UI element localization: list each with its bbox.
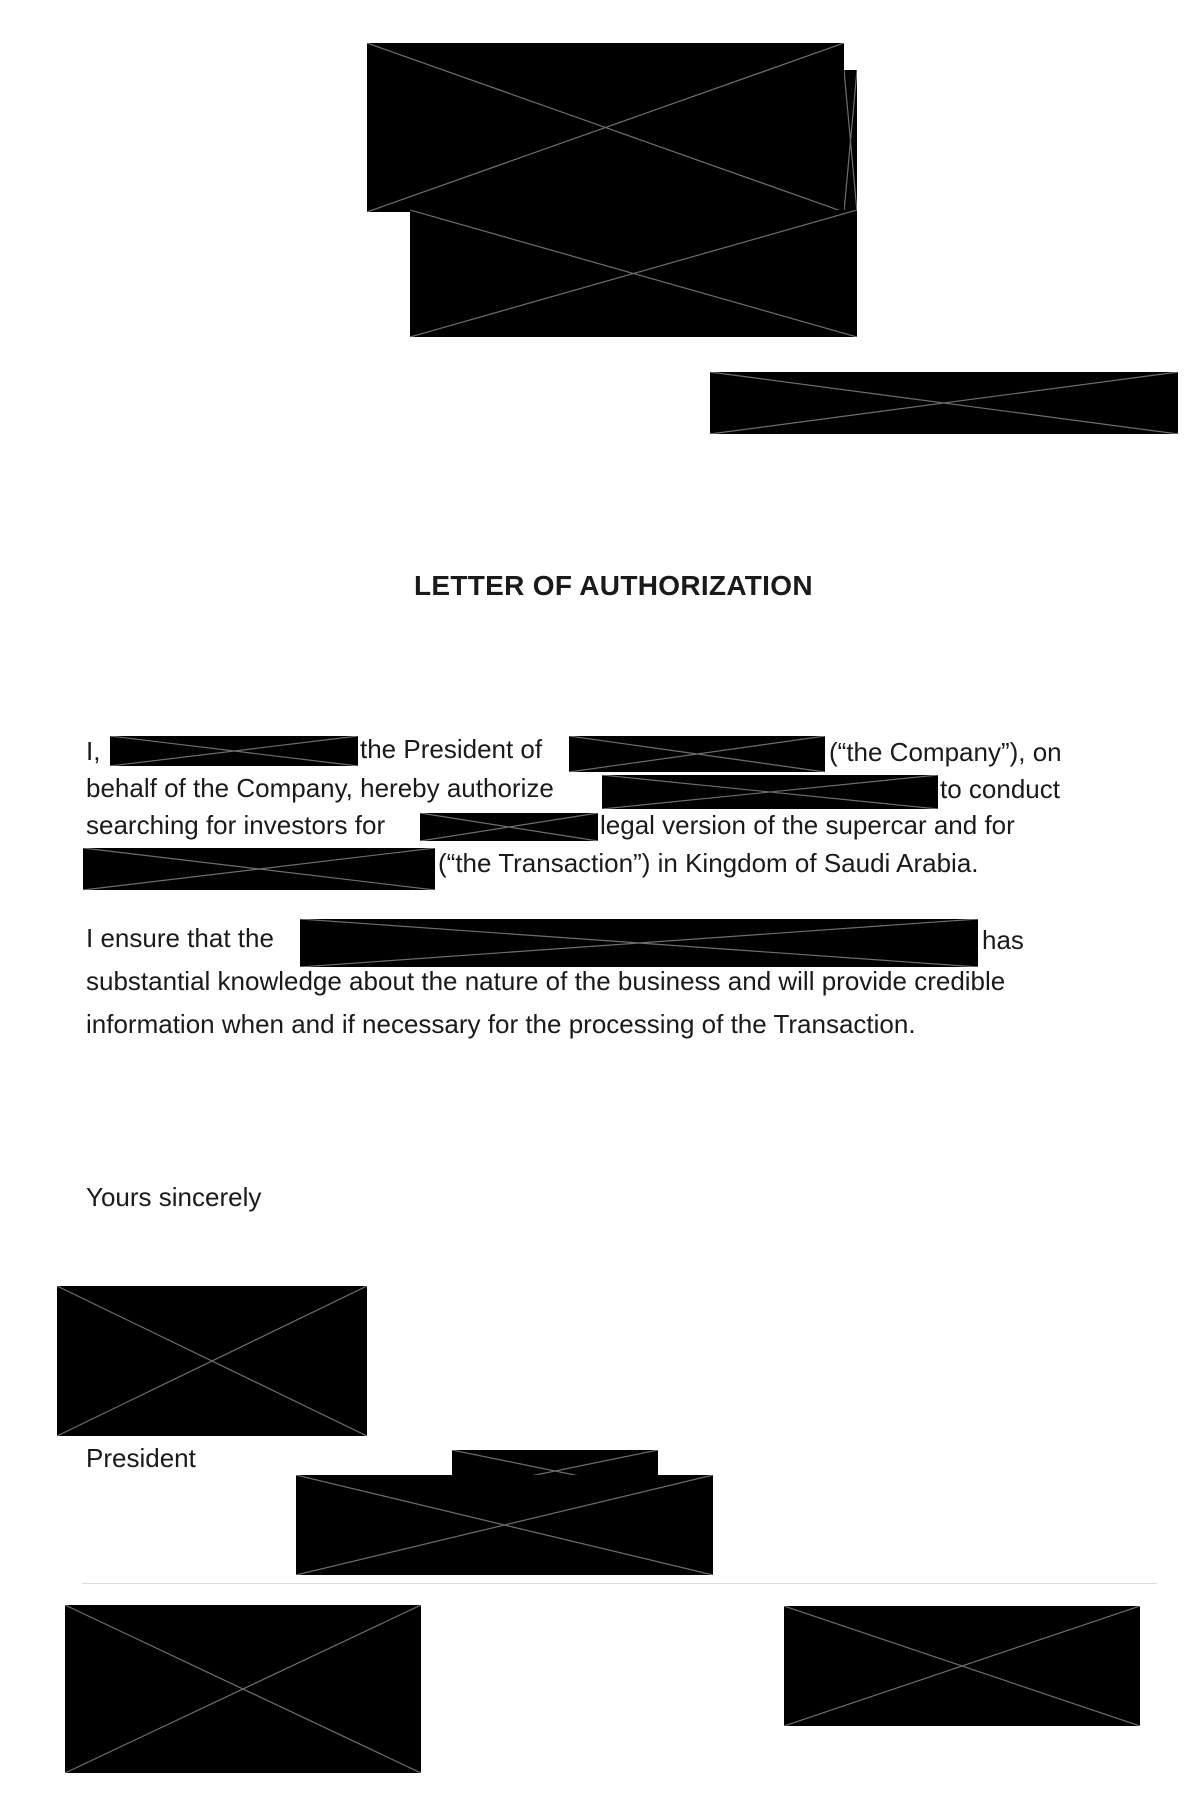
redaction-cross-icon	[367, 43, 844, 212]
redaction-cross-icon	[410, 210, 857, 337]
redacted-letterhead-logo-bottom	[410, 210, 857, 337]
footer-divider	[82, 1583, 1157, 1584]
redacted-date-block	[710, 372, 1178, 434]
redacted-representative	[300, 919, 978, 967]
letter-title: LETTER OF AUTHORIZATION	[414, 570, 813, 601]
redaction-cross-icon	[844, 70, 857, 212]
redaction-cross-icon	[569, 736, 825, 772]
redaction-cross-icon	[296, 1475, 713, 1575]
redaction-cross-icon	[65, 1605, 421, 1773]
signatory-title: President	[86, 1443, 196, 1473]
p2-line2: substantial knowledge about the nature of the business and will provide credible	[86, 966, 1006, 996]
redacted-letterhead-logo-right	[844, 70, 857, 212]
redacted-letterhead-logo-top	[367, 43, 844, 212]
redacted-signature	[57, 1286, 367, 1436]
redacted-authorized-party	[602, 775, 938, 809]
redacted-footer-left	[65, 1605, 421, 1773]
redaction-cross-icon	[83, 848, 435, 890]
redaction-cross-icon	[784, 1606, 1140, 1726]
p1-line1-mid: the President of	[360, 734, 543, 764]
redaction-cross-icon	[710, 372, 1178, 434]
p1-line3-start: searching for investors for	[86, 810, 386, 840]
redaction-cross-icon	[420, 813, 598, 841]
p1-line3-end: legal version of the supercar and for	[600, 810, 1015, 840]
p1-line1-end: (“the Company”), on	[829, 737, 1062, 767]
redaction-cross-icon	[602, 775, 938, 809]
p2-line1-start: I ensure that the	[86, 923, 274, 953]
closing: Yours sincerely	[86, 1182, 262, 1212]
redaction-cross-icon	[57, 1286, 367, 1436]
redacted-product-name	[420, 813, 598, 841]
redacted-footer-right	[784, 1606, 1140, 1726]
redacted-name	[110, 736, 358, 766]
redaction-cross-icon	[300, 919, 978, 967]
redacted-company-name	[569, 736, 825, 772]
p1-line4: (“the Transaction”) in Kingdom of Saudi Arabia.	[438, 848, 979, 878]
p1-line1-start: I,	[86, 736, 101, 766]
redaction-cross-icon	[110, 736, 358, 766]
p1-line2-end: to conduct	[940, 774, 1060, 804]
p1-line2-start: behalf of the Company, hereby authorize	[86, 773, 554, 803]
p2-line3: information when and if necessary for the processing of the Transaction.	[86, 1009, 916, 1039]
p2-line1-end: has	[982, 925, 1024, 955]
redacted-transaction-name	[83, 848, 435, 890]
redacted-stamp-main	[296, 1475, 713, 1575]
